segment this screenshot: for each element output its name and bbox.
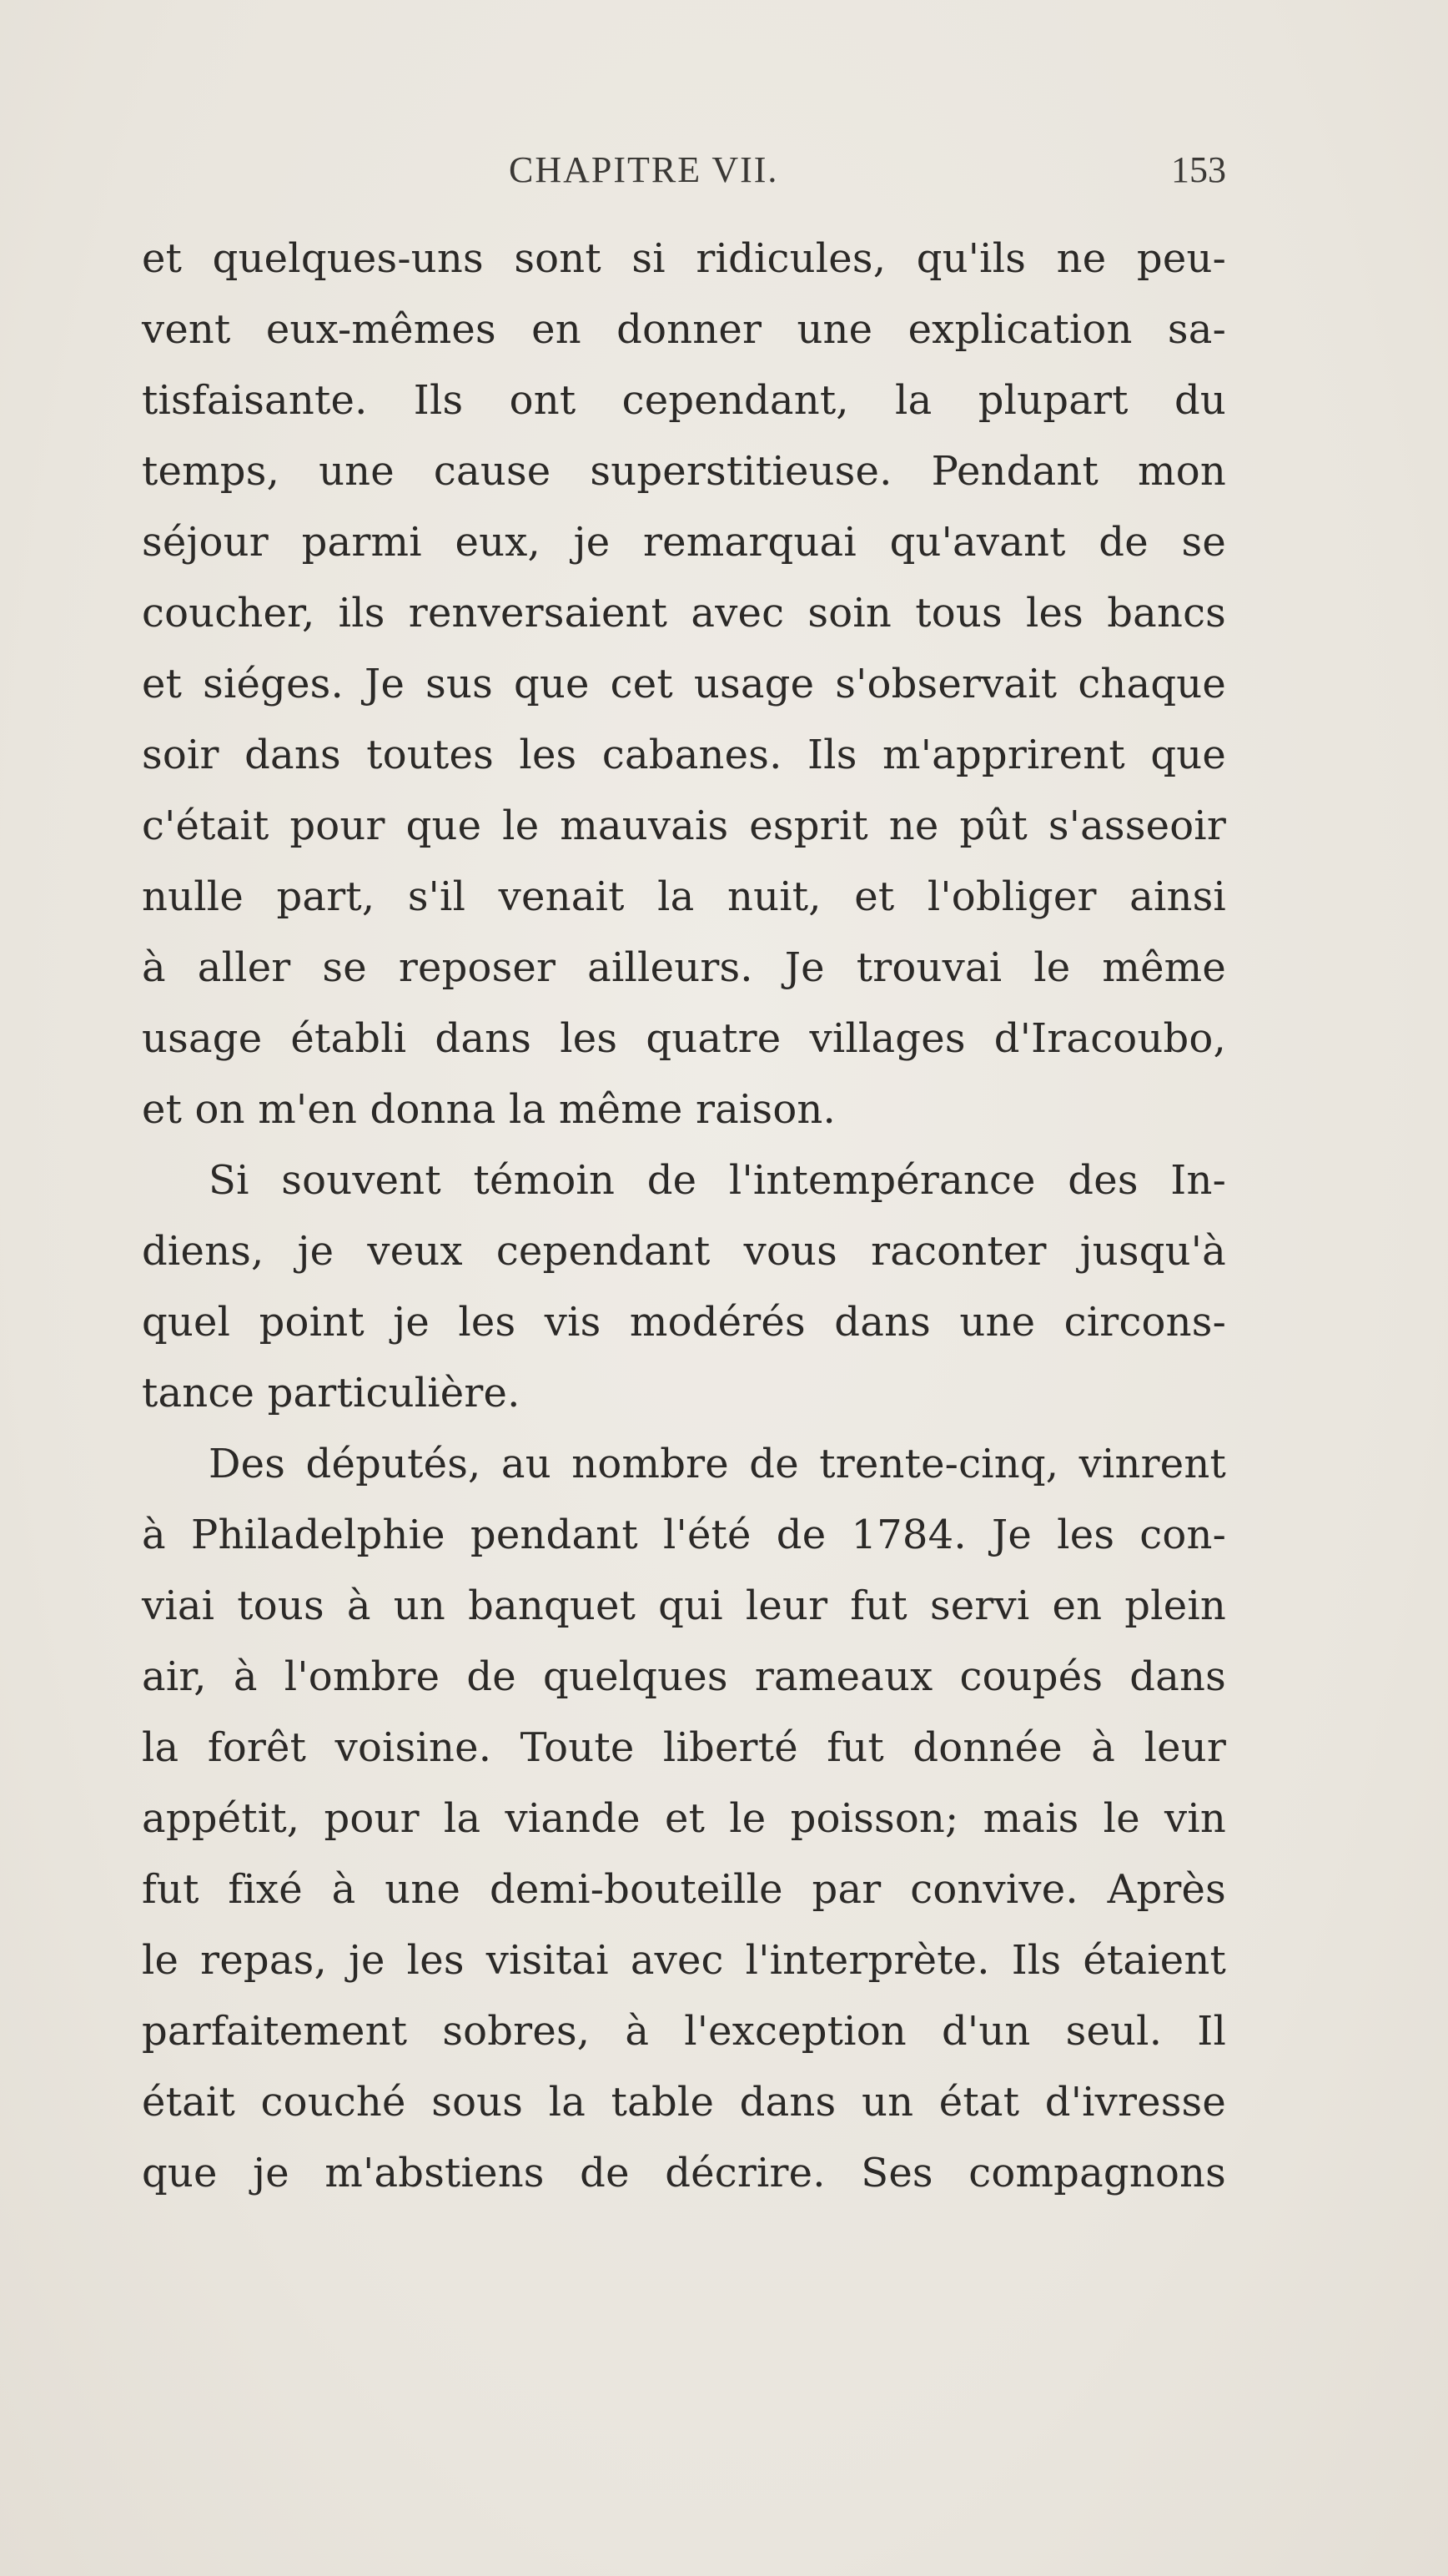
paragraph-end-line: et on m'en donna la même raison.	[142, 1086, 836, 1133]
text-line: viai tous à un banquet qui leur fut servi en plein	[142, 1582, 1226, 1629]
text-line: vent eux-mêmes en donner une explication sa-	[142, 306, 1226, 353]
text-line: diens, je veux cependant vous raconter jusqu'à	[142, 1228, 1226, 1275]
text-line: temps, une cause superstitieuse. Pendant mon	[142, 448, 1226, 495]
text-line: le repas, je les visitai avec l'interprète. Ils étaient	[142, 1937, 1226, 1984]
chapter-title: CHAPITRE VII.	[509, 149, 779, 190]
text-line: et quelques-uns sont si ridicules, qu'ils ne peu-	[142, 235, 1226, 282]
text-line: quel point je les vis modérés dans une circons-	[142, 1299, 1226, 1346]
text-line: air, à l'ombre de quelques rameaux coupés dans	[142, 1653, 1226, 1700]
text-line: usage établi dans les quatre villages d'Iracoubo,	[142, 1015, 1226, 1062]
text-line: était couché sous la table dans un état d'ivresse	[142, 2079, 1226, 2126]
text-line: parfaitement sobres, à l'exception d'un seul. Il	[142, 2008, 1226, 2055]
text-line: à Philadelphie pendant l'été de 1784. Je les con-	[142, 1512, 1226, 1558]
body-text	[142, 224, 1226, 2209]
text-line: tisfaisante. Ils ont cependant, la plupart du	[142, 377, 1226, 424]
text-line: appétit, pour la viande et le poisson; mais le vin	[142, 1795, 1226, 1842]
text-line: que je m'abstiens de décrire. Ses compagnons	[142, 2150, 1226, 2196]
paragraph-start-line: Si souvent témoin de l'intempérance des In-	[209, 1157, 1226, 1204]
text-line: c'était pour que le mauvais esprit ne pût s'asseoir	[142, 802, 1226, 849]
text-line: la forêt voisine. Toute liberté fut donnée à leur	[142, 1724, 1226, 1771]
paragraph-end-line: tance particulière.	[142, 1370, 520, 1416]
text-line: soir dans toutes les cabanes. Ils m'apprirent que	[142, 732, 1226, 778]
page-number: 153	[1171, 149, 1226, 190]
text-line: à aller se reposer ailleurs. Je trouvai le même	[142, 944, 1226, 991]
text-line: coucher, ils renversaient avec soin tous les bancs	[142, 590, 1226, 636]
running-head	[142, 148, 1226, 199]
text-line: et siéges. Je sus que cet usage s'observait chaque	[142, 661, 1226, 707]
text-line: séjour parmi eux, je remarquai qu'avant de se	[142, 519, 1226, 566]
text-line: fut fixé à une demi-bouteille par convive. Après	[142, 1866, 1226, 1913]
paragraph-start-line: Des députés, au nombre de trente-cinq, vinrent	[209, 1441, 1226, 1487]
text-line: nulle part, s'il venait la nuit, et l'obliger ainsi	[142, 873, 1226, 920]
